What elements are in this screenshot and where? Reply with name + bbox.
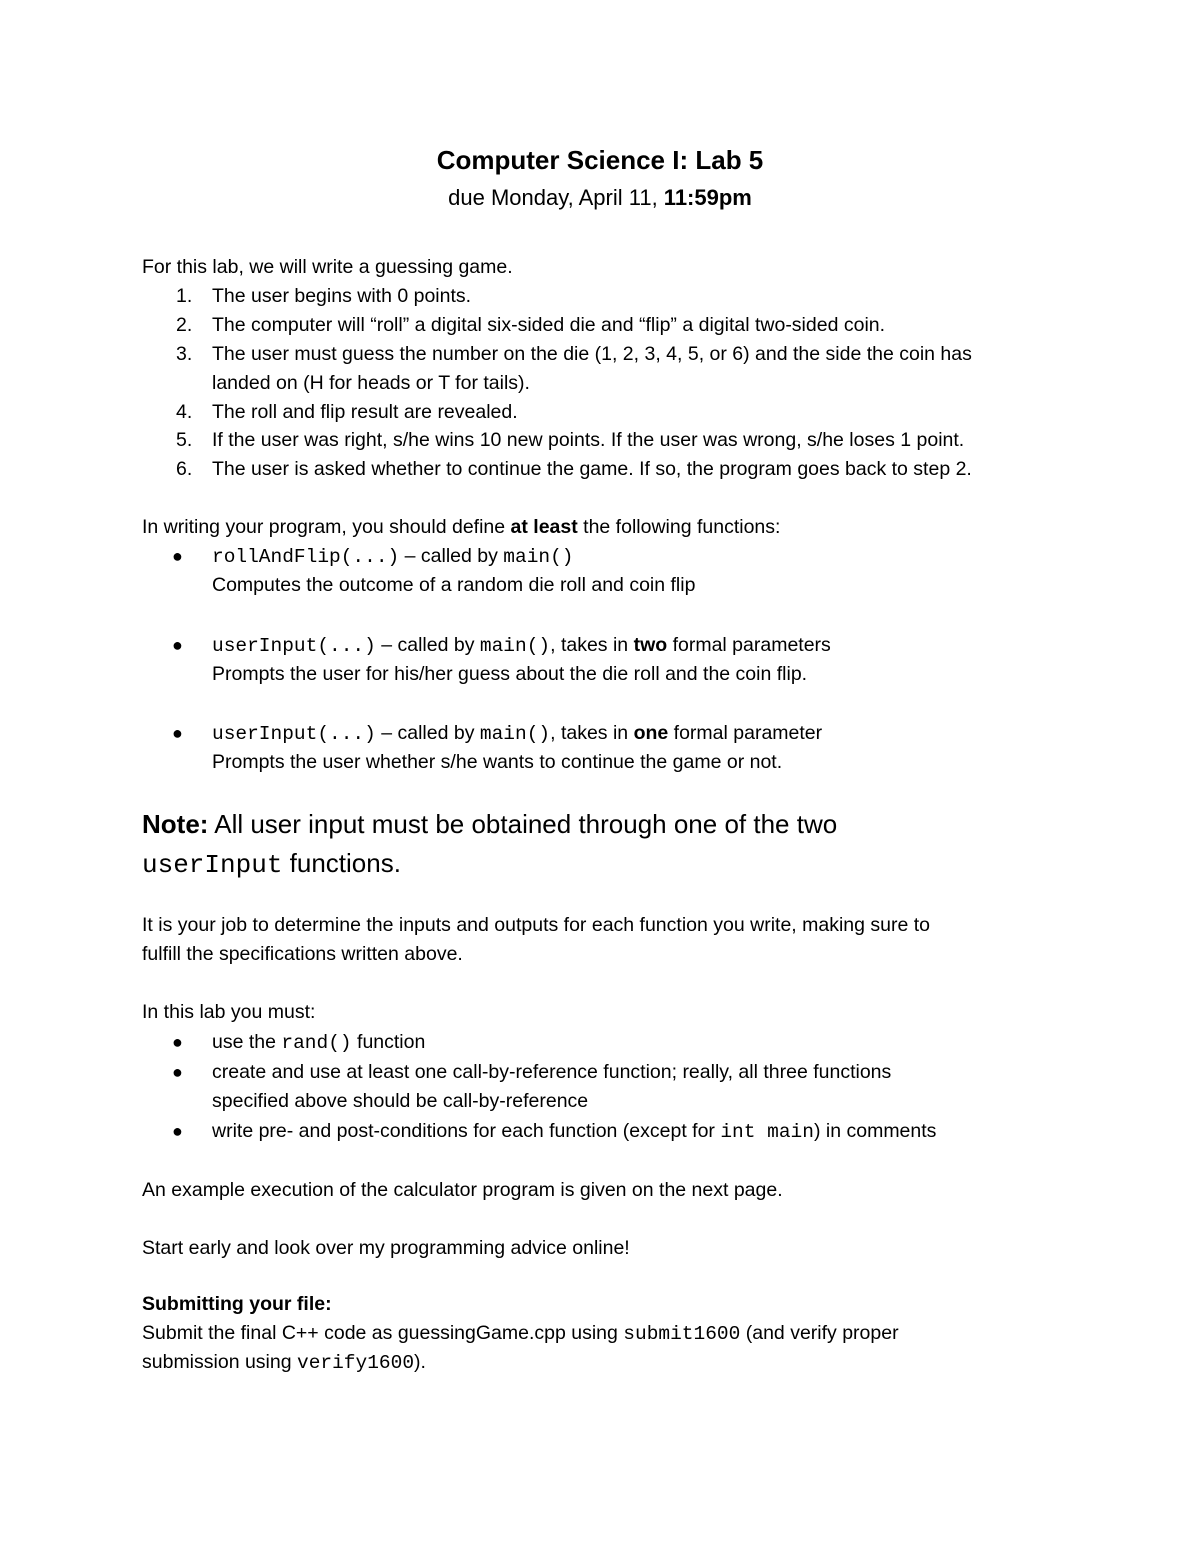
step-number: 2. (176, 314, 193, 336)
must-item-code: rand() (281, 1032, 352, 1054)
bullet-icon: ● (172, 1032, 183, 1052)
step-number: 6. (176, 458, 193, 480)
start-early-text: Start early and look over my programming advice online! (142, 1237, 630, 1259)
step-text: landed on (H for heads or T for tails). (212, 372, 530, 394)
due-time: 11:59pm (663, 185, 752, 210)
params-text-end: formal parameter (668, 722, 823, 744)
submit-heading (142, 1290, 332, 1319)
must-item-text-cont: specified above should be call-by-reference (212, 1090, 589, 1112)
submit-text-end: (and verify proper (740, 1322, 899, 1344)
params-count: two (633, 634, 668, 656)
step-text: The user must guess the number on the die (1, 2, 3, 4, 5, or 6) and the side the coin has (212, 343, 972, 365)
step-text: The user is asked whether to continue the game. If so, the program goes back to step 2. (212, 458, 972, 480)
must-item-code: int main (720, 1121, 814, 1143)
verify-command: verify1600 (297, 1352, 415, 1374)
functions-intro (142, 513, 780, 542)
function-description: Computes the outcome of a random die roll and coin flip (212, 574, 696, 596)
due-date-text: due Monday, April 11, (448, 185, 664, 210)
step-text: The user begins with 0 points. (212, 285, 472, 307)
params-text: , takes in (550, 722, 634, 744)
called-by-text: – called by (399, 545, 504, 567)
bullet-icon: ● (172, 635, 183, 655)
function-signature (212, 719, 822, 749)
must-item-pre: use the (212, 1031, 282, 1053)
submit-text: Submit the final C++ code as guessingGame.cpp using (142, 1322, 624, 1344)
functions-intro-text: In writing your program, you should define (142, 516, 511, 538)
must-item-text (212, 1117, 936, 1147)
must-item-post: ) in comments (813, 1120, 937, 1142)
note-text-end: functions. (282, 848, 401, 878)
step-number: 4. (176, 401, 193, 423)
must-item-pre: write pre- and post-conditions for each function (except for (212, 1120, 721, 1142)
job-text-line-2: fulfill the specifications written above. (142, 943, 463, 965)
function-description: Prompts the user for his/her guess about the die roll and the coin flip. (212, 663, 808, 685)
page-title: Computer Science I: Lab 5 (436, 145, 764, 175)
submit-heading-text: Submitting your file: (142, 1293, 332, 1315)
job-text-line-1: It is your job to determine the inputs and outputs for each function you write, making sure to (142, 914, 931, 936)
step-text: The roll and flip result are revealed. (212, 401, 518, 423)
step-text: The computer will “roll” a digital six-sided die and “flip” a digital two-sided coin. (212, 314, 886, 336)
step-number: 3. (176, 343, 193, 365)
submit-line-2 (142, 1348, 426, 1378)
bullet-icon: ● (172, 546, 183, 566)
must-item-post: function (351, 1031, 426, 1053)
submit-command: submit1600 (623, 1323, 741, 1345)
function-name: userInput(...) (212, 635, 376, 657)
functions-intro-bold: at least (510, 516, 578, 538)
must-intro: In this lab you must: (142, 1001, 316, 1023)
must-item-text (212, 1028, 425, 1058)
must-item-text: create and use at least one call-by-reference function; really, all three functions (212, 1061, 892, 1083)
function-signature (212, 631, 831, 661)
called-by-text: – called by (375, 634, 480, 656)
step-text: If the user was right, s/he wins 10 new points. If the user was wrong, s/he loses 1 point. (212, 429, 965, 451)
submit-text: submission using (142, 1351, 297, 1373)
caller-name: main() (503, 546, 574, 568)
params-count: one (633, 722, 669, 744)
function-name: rollAndFlip(...) (212, 546, 400, 568)
params-text-end: formal parameters (667, 634, 831, 656)
caller-name: main() (479, 723, 551, 745)
intro-text: For this lab, we will write a guessing game. (142, 256, 513, 278)
due-date (0, 185, 1200, 211)
step-number: 1. (176, 285, 193, 307)
function-name: userInput(...) (212, 723, 376, 745)
bullet-icon: ● (172, 1062, 183, 1082)
function-description: Prompts the user whether s/he wants to continue the game or not. (212, 751, 783, 773)
note-line-1 (142, 805, 837, 843)
step-number: 5. (176, 429, 193, 451)
function-signature (212, 542, 574, 572)
note-code: userInput (142, 850, 283, 880)
note-label: Note: (142, 809, 209, 839)
submit-line-1 (142, 1319, 899, 1349)
example-text: An example execution of the calculator program is given on the next page. (142, 1179, 783, 1201)
params-text: , takes in (550, 634, 634, 656)
submit-text-end: ). (414, 1351, 426, 1373)
note-line-2 (142, 844, 401, 884)
bullet-icon: ● (172, 723, 183, 743)
caller-name: main() (479, 635, 551, 657)
functions-intro-text-end: the following functions: (577, 516, 781, 538)
bullet-icon: ● (172, 1121, 183, 1141)
called-by-text: – called by (375, 722, 480, 744)
note-text: All user input must be obtained through one of the two (208, 809, 838, 839)
